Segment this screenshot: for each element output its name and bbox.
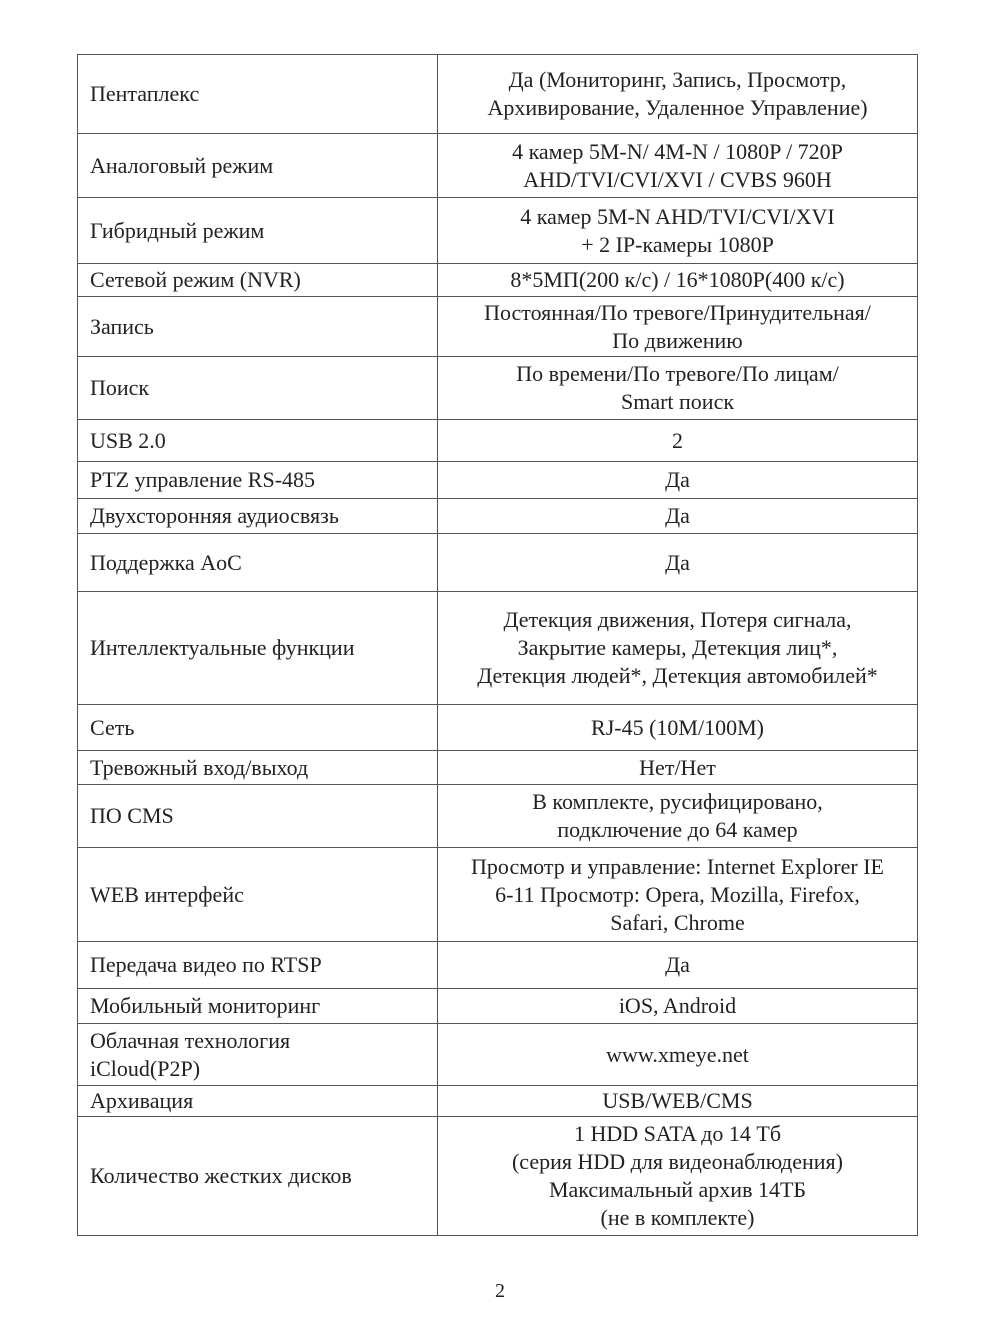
row-value: Детекция движения, Потеря сигнала, Закрытие камеры, Детекция лиц*, Детекция людей*, Детекция автомобилей*	[438, 592, 918, 705]
table-row	[78, 751, 918, 785]
table-row	[78, 357, 918, 420]
row-label: Сетевой режим (NVR)	[78, 264, 438, 297]
row-label: Архивация	[78, 1086, 438, 1117]
row-value: RJ-45 (10M/100M)	[438, 705, 918, 751]
table-row	[78, 989, 918, 1024]
row-value: Да	[438, 534, 918, 592]
row-value: USB/WEB/CMS	[438, 1086, 918, 1117]
row-label: Интеллектуальные функции	[78, 592, 438, 705]
row-value: 2	[438, 420, 918, 462]
table-row	[78, 592, 918, 705]
row-label: Запись	[78, 297, 438, 357]
row-label: PTZ управление RS-485	[78, 462, 438, 499]
row-value: 1 HDD SATA до 14 Тб (серия HDD для видеонаблюдения) Максимальный архив 14ТБ (не в комплекте)	[438, 1117, 918, 1236]
table-row	[78, 420, 918, 462]
table-row	[78, 1117, 918, 1236]
table-row	[78, 534, 918, 592]
row-label: Сеть	[78, 705, 438, 751]
row-label: Двухсторонняя аудиосвязь	[78, 499, 438, 534]
row-label: Облачная технология iCloud(P2P)	[78, 1024, 438, 1086]
table-row	[78, 785, 918, 848]
row-value: По времени/По тревоге/По лицам/ Smart поиск	[438, 357, 918, 420]
row-value: Да (Мониторинг, Запись, Просмотр, Архивирование, Удаленное Управление)	[438, 55, 918, 134]
table-row	[78, 462, 918, 499]
row-value: Да	[438, 942, 918, 989]
table-row	[78, 55, 918, 134]
spec-table	[77, 54, 918, 1236]
row-value: Нет/Нет	[438, 751, 918, 785]
table-row	[78, 499, 918, 534]
row-value: Да	[438, 462, 918, 499]
row-label: Поддержка AoC	[78, 534, 438, 592]
row-label: Тревожный вход/выход	[78, 751, 438, 785]
row-value: Просмотр и управление: Internet Explorer IE 6-11 Просмотр: Opera, Mozilla, Firefox, Safari, Chrome	[438, 848, 918, 942]
table-row	[78, 942, 918, 989]
table-row	[78, 264, 918, 297]
row-label: Гибридный режим	[78, 198, 438, 264]
row-value: 8*5МП(200 к/с) / 16*1080P(400 к/с)	[438, 264, 918, 297]
row-value: В комплекте, русифицировано, подключение до 64 камер	[438, 785, 918, 848]
table-row	[78, 198, 918, 264]
table-row	[78, 1024, 918, 1086]
row-label: Мобильный мониторинг	[78, 989, 438, 1024]
table-row	[78, 705, 918, 751]
row-value: Постоянная/По тревоге/Принудительная/ По движению	[438, 297, 918, 357]
table-row	[78, 1086, 918, 1117]
table-row	[78, 297, 918, 357]
page-number: 2	[495, 1280, 505, 1302]
row-label: Пентаплекс	[78, 55, 438, 134]
row-value: 4 камер 5M-N AHD/TVI/CVI/XVI + 2 IP-камеры 1080P	[438, 198, 918, 264]
row-label: USB 2.0	[78, 420, 438, 462]
table-row	[78, 134, 918, 198]
row-label: WEB интерфейс	[78, 848, 438, 942]
row-label: Передача видео по RTSP	[78, 942, 438, 989]
row-value: Да	[438, 499, 918, 534]
row-label: Аналоговый режим	[78, 134, 438, 198]
row-label: ПО CMS	[78, 785, 438, 848]
row-label: Количество жестких дисков	[78, 1117, 438, 1236]
row-label: Поиск	[78, 357, 438, 420]
row-value: 4 камер 5M-N/ 4M-N / 1080P / 720P AHD/TVI/CVI/XVI / CVBS 960H	[438, 134, 918, 198]
table-row	[78, 848, 918, 942]
row-value: www.xmeye.net	[438, 1024, 918, 1086]
row-value: iOS, Android	[438, 989, 918, 1024]
